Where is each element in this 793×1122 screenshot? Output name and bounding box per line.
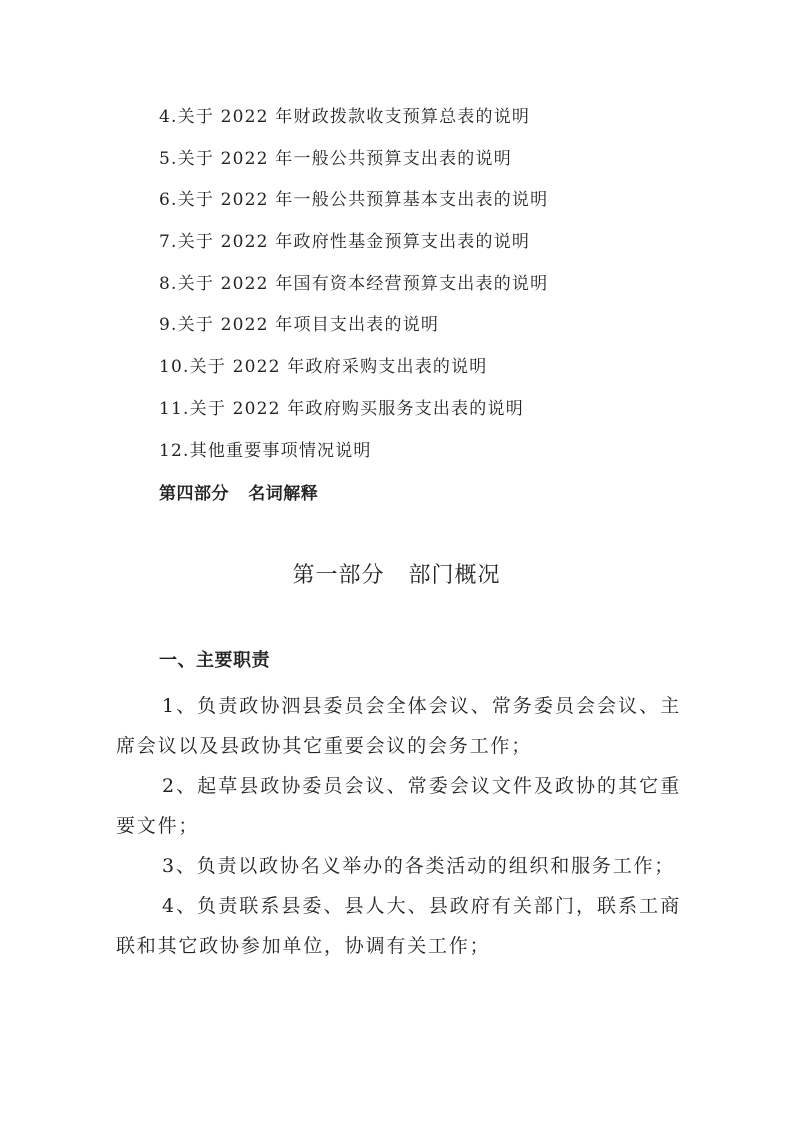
toc-item: 6.关于 2022 年一般公共预算基本支出表的说明	[159, 190, 549, 211]
duty-paragraph: 4、负责联系县委、县人大、县政府有关部门，联系工商联和其它政协参加单位，协调有关工作；	[116, 895, 681, 957]
sub-heading-main-duties: 一、主要职责	[159, 650, 270, 671]
part4-heading: 第四部分 名词解释	[159, 484, 319, 504]
toc-item: 4.关于 2022 年财政拨款收支预算总表的说明	[159, 107, 531, 127]
duty-paragraph: 2、起草县政协委员会议、常委会议文件及政协的其它重要文件；	[116, 775, 681, 837]
toc-item: 12.其他重要事项情况说明	[159, 440, 372, 461]
toc-item: 11.关于 2022 年政府购买服务支出表的说明	[159, 398, 524, 419]
toc-item: 9.关于 2022 年项目支出表的说明	[159, 315, 440, 336]
toc-item: 8.关于 2022 年国有资本经营预算支出表的说明	[159, 273, 549, 294]
section-title: 第一部分 部门概况	[292, 563, 501, 588]
duty-paragraph: 1、负责政协泗县委员会全体会议、常务委员会会议、主席会议以及县政协其它重要会议的会务工作；	[116, 695, 681, 757]
toc-item: 5.关于 2022 年一般公共预算支出表的说明	[159, 148, 512, 169]
toc-item: 7.关于 2022 年政府性基金预算支出表的说明	[159, 232, 531, 253]
duty-paragraph: 3、负责以政协名义举办的各类活动的组织和服务工作；	[162, 855, 676, 877]
toc-item: 10.关于 2022 年政府采购支出表的说明	[159, 357, 488, 378]
table-of-contents	[159, 103, 548, 478]
